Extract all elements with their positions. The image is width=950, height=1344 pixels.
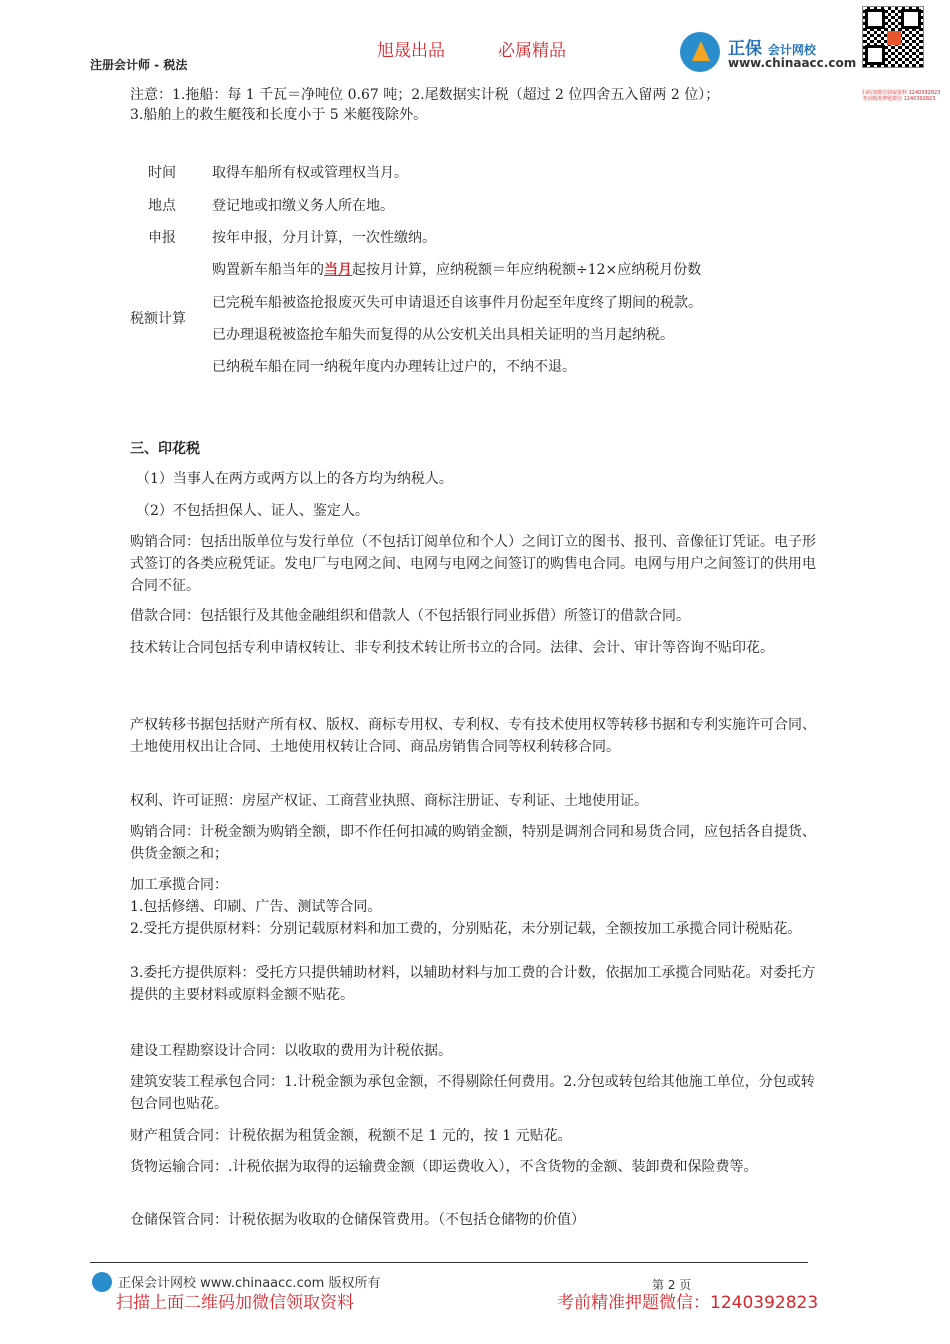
para-4: 借款合同：包括银行及其他金融组织和借款人（不包括银行同业拆借）所签订的借款合同。 (130, 608, 690, 624)
note-line-1: 注意：1.拖船：每 1 千瓦＝净吨位 0.67 吨；2.尾数据实计税（超过 2 位四舍五入留两 2 位）； (130, 87, 720, 103)
note-line-2: 3.船舶上的救生艇筏和长度小于 5 米艇筏除外。 (130, 107, 428, 123)
header-brand-left: 旭晟出品 (377, 41, 445, 61)
header-brand-right: 必属精品 (498, 41, 566, 61)
logo-name: 正保 会计网校 (728, 39, 816, 59)
doc-title: 注册会计师 - 税法 (90, 58, 188, 72)
footer-logo-icon (92, 1272, 112, 1292)
footer-divider (90, 1262, 808, 1263)
para-10: 1.包括修缮、印刷、广告、测试等合同。 (130, 899, 382, 915)
para-11: 2.受托方提供原材料：分别记载原材料和加工费的，分别贴花，未分别记载，全额按加工承揽合同计税贴花。 (130, 921, 802, 937)
para-8: 购销合同：计税金额为购销全额，即不作任何扣减的购销金额，特别是调剂合同和易货合同，应包括各自提货、供货金额之和； (130, 824, 816, 862)
row-text-time: 取得车船所有权或管理权当月。 (212, 165, 408, 181)
chinaacc-logo (680, 32, 860, 78)
footer-page-number: 第 2 页 (652, 1278, 692, 1292)
qr-badge-icon (887, 31, 901, 45)
para-1: （1）当事人在两方或两方以上的各方均为纳税人。 (136, 471, 453, 487)
para-16: 货物运输合同：.计税依据为取得的运输费金额（即运费收入），不含货物的金额、装卸费和保险费等。 (130, 1159, 758, 1175)
section-title: 三、印花税 (130, 441, 200, 457)
para-12: 3.委托方提供原料：受托方只提供辅助材料，以辅助材料与加工费的合计数，依据加工承揽合同贴花。对委托方提供的主要材料或原料金额不贴花。 (130, 965, 816, 1003)
logo-url: www.chinaacc.com (728, 56, 857, 70)
qr-note: 扫码加微信领取资料 1240392823 考前精准押题微信 1240392823 (862, 90, 941, 102)
para-7: 权利、许可证照：房屋产权证、工商营业执照、商标注册证、专利证、土地使用证。 (130, 793, 648, 809)
calc-line-2: 已完税车船被盗抢报废灭失可申请退还自该事件月份起至年度终了期间的税款。 (212, 295, 702, 311)
footer-copyright: 正保会计网校 www.chinaacc.com 版权所有 (118, 1276, 381, 1291)
row-text-place: 登记地或扣缴义务人所在地。 (212, 198, 394, 214)
calc-line-1: 购置新车船当年的当月起按月计算，应纳税额＝年应纳税额÷12×应纳税月份数 (212, 262, 702, 278)
para-3: 购销合同：包括出版单位与发行单位（不包括订阅单位和个人）之间订立的图书、报刊、音像征订凭证。电子形式签订的各类应税凭证。发电厂与电网之间、电网与电网之间签订的购售电合同。电网与用户之间签订的供用电合同不征。 (130, 534, 816, 594)
row-label-time: 时间 (148, 165, 176, 181)
row-label-declare: 申报 (148, 230, 176, 246)
para-14: 建筑安装工程承包合同：1.计税金额为承包金额，不得剔除任何费用。2.分包或转包给其他施工单位，分包或转包合同也贴花。 (130, 1074, 815, 1112)
calc-line-3: 已办理退税被盗抢车船失而复得的从公安机关出具相关证明的当月起纳税。 (212, 327, 674, 343)
para-2: （2）不包括担保人、证人、鉴定人。 (136, 503, 369, 519)
para-17: 仓储保管合同：计税依据为收取的仓储保管费用。（不包括仓储物的价值） (130, 1212, 585, 1228)
promo-left: 扫描上面二维码加微信领取资料 (116, 1293, 354, 1313)
row-label-place: 地点 (148, 198, 176, 214)
row-text-declare: 按年申报，分月计算，一次性缴纳。 (212, 230, 436, 246)
para-15: 财产租赁合同：计税依据为租赁金额，税额不足 1 元的，按 1 元贴花。 (130, 1128, 572, 1144)
qr-code-icon (862, 6, 924, 68)
para-13: 建设工程勘察设计合同：以收取的费用为计税依据。 (130, 1043, 452, 1059)
promo-right: 考前精准押题微信：1240392823 (557, 1293, 819, 1313)
highlight-month: 当月 (324, 262, 352, 278)
para-9: 加工承揽合同： (130, 877, 228, 893)
calc-label: 税额计算 (130, 311, 186, 327)
para-5: 技术转让合同包括专利申请权转让、非专利技术转让所书立的合同。法律、会计、审计等咨询不贴印花。 (130, 640, 774, 656)
logo-icon (680, 32, 720, 72)
para-6: 产权转移书据包括财产所有权、版权、商标专用权、专利权、专有技术使用权等转移书据和专利实施许可合同、土地使用权出让合同、土地使用权转让合同、商品房销售合同等权利转移合同。 (130, 717, 816, 755)
calc-line-4: 已纳税车船在同一纳税年度内办理转让过户的，不纳不退。 (212, 359, 576, 375)
